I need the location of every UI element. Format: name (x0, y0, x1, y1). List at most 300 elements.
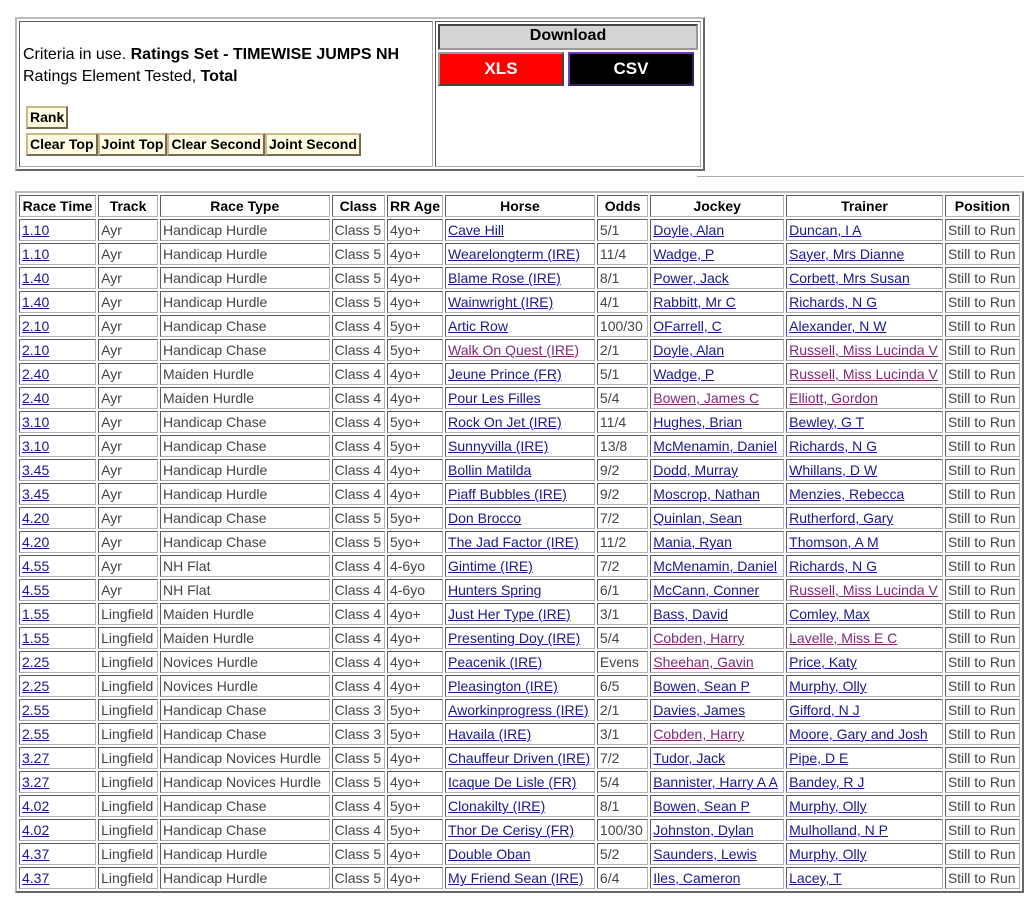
trainer-link[interactable]: Russell, Miss Lucinda V (789, 366, 938, 382)
table-row (19, 435, 1020, 457)
table-row (19, 819, 1020, 841)
cell-race-type: Maiden Hurdle (160, 387, 329, 409)
race-time-link[interactable]: 1.55 (22, 606, 50, 622)
horse-link[interactable]: Pour Les Filles (448, 390, 541, 406)
race-time-link[interactable]: 2.25 (22, 678, 50, 694)
trainer-link[interactable]: Corbett, Mrs Susan (789, 270, 910, 286)
ratings-element-prefix: Ratings Element Tested, (23, 68, 197, 85)
cell-rr-age: 5yo+ (387, 699, 443, 721)
race-time-link[interactable]: 4.02 (22, 822, 50, 838)
cell-odds: 7/2 (597, 555, 648, 577)
cell-race-time (19, 819, 96, 841)
jockey-link[interactable]: Iles, Cameron (653, 870, 741, 886)
cell-trainer (786, 507, 943, 529)
header-odds[interactable]: Odds (597, 195, 648, 217)
race-time-link[interactable]: 3.10 (22, 414, 50, 430)
horse-link[interactable]: Walk On Quest (IRE) (448, 342, 579, 358)
cell-horse (445, 627, 595, 649)
race-time-link[interactable]: 4.37 (22, 870, 50, 886)
horse-link[interactable]: Cave Hill (448, 222, 505, 238)
cell-class: Class 4 (332, 651, 385, 673)
cell-race-type: NH Flat (160, 555, 329, 577)
header-track[interactable]: Track (98, 195, 158, 217)
header-race-type[interactable]: Race Type (160, 195, 329, 217)
jockey-link[interactable]: Mania, Ryan (653, 534, 732, 550)
cell-race-type: Handicap Hurdle (160, 843, 329, 865)
cell-position: Still to Run (945, 723, 1020, 745)
jockey-link[interactable]: Bannister, Harry A A (653, 774, 778, 790)
cell-horse (445, 315, 595, 337)
cell-race-type: Novices Hurdle (160, 651, 329, 673)
cell-race-type: Handicap Chase (160, 723, 329, 745)
cell-trainer (786, 267, 943, 289)
cell-race-time (19, 867, 96, 889)
cell-race-type: Handicap Chase (160, 435, 329, 457)
jockey-link[interactable]: Dodd, Murray (653, 462, 739, 478)
race-time-link[interactable]: 2.55 (22, 702, 50, 718)
horse-link[interactable]: Wearelongterm (IRE) (448, 246, 581, 262)
cell-class: Class 4 (332, 387, 385, 409)
trainer-link[interactable]: Murphy, Olly (789, 798, 867, 814)
cell-trainer (786, 555, 943, 577)
horse-link[interactable]: Clonakilty (IRE) (448, 798, 546, 814)
cell-horse (445, 699, 595, 721)
header-horse[interactable]: Horse (445, 195, 595, 217)
cell-race-time (19, 291, 96, 313)
jockey-link[interactable]: Bowen, Sean P (653, 798, 750, 814)
rank-button[interactable]: Rank (26, 106, 68, 129)
cell-race-time (19, 675, 96, 697)
divider (697, 176, 1024, 177)
cell-trainer (786, 699, 943, 721)
race-time-link[interactable]: 3.27 (22, 774, 50, 790)
trainer-link[interactable]: Bandey, R J (789, 774, 865, 790)
cell-track: Ayr (98, 483, 158, 505)
table-row (19, 363, 1020, 385)
cell-rr-age: 4yo+ (387, 843, 443, 865)
jockey-link[interactable]: Doyle, Alan (653, 342, 725, 358)
trainer-link[interactable]: Moore, Gary and Josh (789, 726, 928, 742)
criteria-cell (19, 21, 433, 167)
cell-race-time (19, 459, 96, 481)
race-time-link[interactable]: 4.20 (22, 534, 50, 550)
jockey-link[interactable]: Cobden, Harry (653, 726, 745, 742)
race-time-link[interactable]: 4.20 (22, 510, 50, 526)
cell-race-time (19, 387, 96, 409)
cell-odds: 5/4 (597, 771, 648, 793)
cell-trainer (786, 819, 943, 841)
cell-odds: 8/1 (597, 795, 648, 817)
cell-track: Ayr (98, 291, 158, 313)
cell-horse (445, 483, 595, 505)
cell-race-time (19, 699, 96, 721)
table-row (19, 843, 1020, 865)
trainer-link[interactable]: Lavelle, Miss E C (789, 630, 898, 646)
jockey-link[interactable]: Quinlan, Sean (653, 510, 743, 526)
horse-link[interactable]: Blame Rose (IRE) (448, 270, 561, 286)
race-time-link[interactable]: 4.55 (22, 582, 50, 598)
race-time-link[interactable]: 4.02 (22, 798, 50, 814)
cell-race-time (19, 339, 96, 361)
cell-horse (445, 219, 595, 241)
race-time-link[interactable]: 3.27 (22, 750, 50, 766)
cell-rr-age: 4yo+ (387, 291, 443, 313)
cell-horse (445, 387, 595, 409)
cell-race-type: Handicap Hurdle (160, 459, 329, 481)
cell-trainer (786, 795, 943, 817)
race-time-link[interactable]: 3.45 (22, 462, 50, 478)
cell-race-type: Handicap Chase (160, 531, 329, 553)
trainer-link[interactable]: Richards, N G (789, 558, 878, 574)
horse-link[interactable]: Sunnyvilla (IRE) (448, 438, 549, 454)
cell-position: Still to Run (945, 819, 1020, 841)
horse-link[interactable]: Gintime (IRE) (448, 558, 533, 574)
cell-jockey (650, 315, 784, 337)
cell-trainer (786, 723, 943, 745)
trainer-link[interactable]: Gifford, N J (789, 702, 860, 718)
race-time-link[interactable]: 1.40 (22, 270, 50, 286)
race-time-link[interactable]: 2.10 (22, 318, 50, 334)
cell-jockey (650, 267, 784, 289)
table-row (19, 651, 1020, 673)
cell-race-type: Handicap Hurdle (160, 483, 329, 505)
cell-jockey (650, 411, 784, 433)
cell-odds: 5/2 (597, 843, 648, 865)
jockey-link[interactable]: Saunders, Lewis (653, 846, 757, 862)
jockey-link[interactable]: McMenamin, Daniel (653, 438, 777, 454)
cell-horse (445, 531, 595, 553)
cell-horse (445, 747, 595, 769)
cell-trainer (786, 483, 943, 505)
cell-odds: Evens (597, 651, 648, 673)
cell-class: Class 4 (332, 819, 385, 841)
cell-class: Class 5 (332, 867, 385, 889)
cell-position: Still to Run (945, 699, 1020, 721)
jockey-link[interactable]: Power, Jack (653, 270, 729, 286)
jockey-link[interactable]: Doyle, Alan (653, 222, 725, 238)
races-body (19, 219, 1020, 889)
joint-second-button[interactable]: Joint Second (265, 133, 361, 156)
cell-jockey (650, 579, 784, 601)
cell-rr-age: 5yo+ (387, 339, 443, 361)
cell-trainer (786, 843, 943, 865)
horse-link[interactable]: The Jad Factor (IRE) (448, 534, 579, 550)
cell-class: Class 4 (332, 483, 385, 505)
cell-class: Class 4 (332, 315, 385, 337)
horse-link[interactable]: Artic Row (448, 318, 508, 334)
race-time-link[interactable]: 1.10 (22, 222, 50, 238)
trainer-link[interactable]: Mulholland, N P (789, 822, 888, 838)
trainer-link[interactable]: Russell, Miss Lucinda V (789, 582, 938, 598)
horse-link[interactable]: Bollin Matilda (448, 462, 532, 478)
header-class[interactable]: Class (332, 195, 385, 217)
trainer-link[interactable]: Murphy, Olly (789, 678, 867, 694)
horse-link[interactable]: Icaque De Lisle (FR) (448, 774, 577, 790)
trainer-link[interactable]: Rutherford, Gary (789, 510, 894, 526)
race-time-link[interactable]: 4.55 (22, 558, 50, 574)
cell-odds: 7/2 (597, 507, 648, 529)
cell-track: Ayr (98, 267, 158, 289)
jockey-link[interactable]: Moscrop, Nathan (653, 486, 760, 502)
cell-race-time (19, 411, 96, 433)
ratings-element: Total (200, 68, 238, 85)
table-row (19, 291, 1020, 313)
horse-link[interactable]: Jeune Prince (FR) (448, 366, 562, 382)
cell-track: Lingfield (98, 651, 158, 673)
trainer-link[interactable]: Thomson, A M (789, 534, 879, 550)
cell-track: Ayr (98, 435, 158, 457)
jockey-link[interactable]: Johnston, Dylan (653, 822, 754, 838)
header-trainer[interactable]: Trainer (786, 195, 943, 217)
horse-link[interactable]: Presenting Doy (IRE) (448, 630, 581, 646)
jockey-link[interactable]: Bowen, Sean P (653, 678, 750, 694)
cell-jockey (650, 483, 784, 505)
csv-download-button[interactable]: CSV (568, 52, 694, 86)
table-row (19, 243, 1020, 265)
cell-horse (445, 435, 595, 457)
cell-odds: 5/4 (597, 627, 648, 649)
cell-rr-age: 4yo+ (387, 867, 443, 889)
cell-jockey (650, 723, 784, 745)
cell-race-type: Handicap Hurdle (160, 267, 329, 289)
cell-track: Lingfield (98, 723, 158, 745)
cell-track: Lingfield (98, 819, 158, 841)
cell-race-time (19, 243, 96, 265)
header-rr-age[interactable]: RR Age (387, 195, 443, 217)
cell-track: Lingfield (98, 699, 158, 721)
jockey-link[interactable]: Rabbitt, Mr C (653, 294, 736, 310)
jockey-link[interactable]: Wadge, P (653, 366, 715, 382)
horse-link[interactable]: Just Her Type (IRE) (448, 606, 571, 622)
cell-track: Ayr (98, 531, 158, 553)
cell-race-type: Handicap Chase (160, 699, 329, 721)
table-row (19, 795, 1020, 817)
cell-trainer (786, 867, 943, 889)
cell-rr-age: 5yo+ (387, 723, 443, 745)
header-position[interactable]: Position (945, 195, 1020, 217)
cell-class: Class 4 (332, 459, 385, 481)
cell-track: Lingfield (98, 771, 158, 793)
cell-rr-age: 4yo+ (387, 363, 443, 385)
jockey-link[interactable]: McMenamin, Daniel (653, 558, 777, 574)
trainer-link[interactable]: Duncan, I A (789, 222, 862, 238)
cell-position: Still to Run (945, 747, 1020, 769)
race-time-link[interactable]: 3.10 (22, 438, 50, 454)
trainer-link[interactable]: Richards, N G (789, 294, 878, 310)
cell-odds: 11/2 (597, 531, 648, 553)
cell-position: Still to Run (945, 627, 1020, 649)
cell-horse (445, 339, 595, 361)
jockey-link[interactable]: McCann, Conner (653, 582, 760, 598)
ratings-element-line (20, 66, 432, 88)
jockey-link[interactable]: OFarrell, C (653, 318, 722, 334)
cell-race-type: Maiden Hurdle (160, 603, 329, 625)
cell-race-type: Handicap Hurdle (160, 867, 329, 889)
cell-race-time (19, 531, 96, 553)
criteria-panel (15, 17, 705, 171)
horse-link[interactable]: Double Oban (448, 846, 531, 862)
horse-link[interactable]: Rock On Jet (IRE) (448, 414, 562, 430)
trainer-link[interactable]: Murphy, Olly (789, 846, 867, 862)
horse-link[interactable]: Piaff Bubbles (IRE) (448, 486, 567, 502)
horse-link[interactable]: Wainwright (IRE) (448, 294, 554, 310)
cell-class: Class 5 (332, 267, 385, 289)
cell-position: Still to Run (945, 555, 1020, 577)
race-time-link[interactable]: 1.10 (22, 246, 50, 262)
cell-jockey (650, 747, 784, 769)
cell-race-type: Handicap Chase (160, 819, 329, 841)
cell-rr-age: 4yo+ (387, 387, 443, 409)
cell-jockey (650, 507, 784, 529)
jockey-link[interactable]: Bass, David (653, 606, 728, 622)
cell-rr-age: 4-6yo (387, 579, 443, 601)
jockey-link[interactable]: Davies, James (653, 702, 746, 718)
horse-link[interactable]: Hunters Spring (448, 582, 542, 598)
race-time-link[interactable]: 4.37 (22, 846, 50, 862)
trainer-link[interactable]: Bewley, G T (789, 414, 865, 430)
header-jockey[interactable]: Jockey (650, 195, 784, 217)
cell-horse (445, 603, 595, 625)
cell-rr-age: 4yo+ (387, 219, 443, 241)
cell-horse (445, 795, 595, 817)
cell-race-type: Handicap Novices Hurdle (160, 771, 329, 793)
trainer-link[interactable]: Pipe, D E (789, 750, 849, 766)
trainer-link[interactable]: Russell, Miss Lucinda V (789, 342, 938, 358)
horse-link[interactable]: Peacenik (IRE) (448, 654, 543, 670)
cell-race-time (19, 267, 96, 289)
cell-race-type: Handicap Hurdle (160, 291, 329, 313)
trainer-link[interactable]: Lacey, T (789, 870, 842, 886)
trainer-link[interactable]: Elliott, Gordon (789, 390, 878, 406)
jockey-link[interactable]: Cobden, Harry (653, 630, 745, 646)
jockey-link[interactable]: Wadge, P (653, 246, 715, 262)
race-time-link[interactable]: 2.10 (22, 342, 50, 358)
cell-position: Still to Run (945, 843, 1020, 865)
race-time-link[interactable]: 1.55 (22, 630, 50, 646)
cell-odds: 9/2 (597, 483, 648, 505)
horse-link[interactable]: Havaila (IRE) (448, 726, 532, 742)
cell-odds: 9/2 (597, 459, 648, 481)
cell-trainer (786, 435, 943, 457)
horse-link[interactable]: Don Brocco (448, 510, 522, 526)
jockey-link[interactable]: Hughes, Brian (653, 414, 742, 430)
race-time-link[interactable]: 2.55 (22, 726, 50, 742)
clear-second-button[interactable]: Clear Second (167, 133, 264, 156)
header-race-time[interactable]: Race Time (19, 195, 96, 217)
cell-horse (445, 723, 595, 745)
cell-position: Still to Run (945, 267, 1020, 289)
jockey-link[interactable]: Sheehan, Gavin (653, 654, 754, 670)
cell-race-time (19, 603, 96, 625)
cell-race-time (19, 771, 96, 793)
cell-race-time (19, 555, 96, 577)
race-time-link[interactable]: 3.45 (22, 486, 50, 502)
horse-link[interactable]: Chauffeur Driven (IRE) (448, 750, 591, 766)
cell-jockey (650, 243, 784, 265)
trainer-link[interactable]: Comley, Max (789, 606, 870, 622)
clear-top-button[interactable]: Clear Top (26, 133, 98, 156)
cell-jockey (650, 675, 784, 697)
cell-position: Still to Run (945, 771, 1020, 793)
cell-jockey (650, 459, 784, 481)
cell-track: Lingfield (98, 603, 158, 625)
table-header-row (19, 195, 1020, 217)
cell-jockey (650, 771, 784, 793)
cell-rr-age: 5yo+ (387, 315, 443, 337)
cell-track: Lingfield (98, 795, 158, 817)
horse-link[interactable]: Pleasington (IRE) (448, 678, 558, 694)
cell-jockey (650, 339, 784, 361)
cell-odds: 11/4 (597, 243, 648, 265)
cell-rr-age: 5yo+ (387, 531, 443, 553)
horse-link[interactable]: Thor De Cerisy (FR) (448, 822, 575, 838)
cell-rr-age: 5yo+ (387, 411, 443, 433)
cell-odds: 11/4 (597, 411, 648, 433)
cell-jockey (650, 603, 784, 625)
cell-horse (445, 363, 595, 385)
trainer-link[interactable]: Whillans, D W (789, 462, 878, 478)
cell-position: Still to Run (945, 339, 1020, 361)
cell-odds: 3/1 (597, 603, 648, 625)
jockey-link[interactable]: Bowen, James C (653, 390, 760, 406)
cell-trainer (786, 603, 943, 625)
joint-top-button[interactable]: Joint Top (98, 133, 168, 156)
cell-track: Ayr (98, 363, 158, 385)
cell-track: Lingfield (98, 843, 158, 865)
cell-position: Still to Run (945, 675, 1020, 697)
cell-class: Class 4 (332, 435, 385, 457)
cell-rr-age: 4yo+ (387, 771, 443, 793)
trainer-link[interactable]: Alexander, N W (789, 318, 887, 334)
trainer-link[interactable]: Sayer, Mrs Dianne (789, 246, 905, 262)
cell-position: Still to Run (945, 483, 1020, 505)
xls-download-button[interactable]: XLS (438, 52, 564, 86)
cell-track: Lingfield (98, 627, 158, 649)
cell-odds: 100/30 (597, 819, 648, 841)
cell-jockey (650, 435, 784, 457)
race-time-link[interactable]: 2.40 (22, 366, 50, 382)
cell-position: Still to Run (945, 795, 1020, 817)
cell-jockey (650, 219, 784, 241)
cell-race-time (19, 435, 96, 457)
cell-track: Ayr (98, 387, 158, 409)
cell-position: Still to Run (945, 411, 1020, 433)
cell-trainer (786, 411, 943, 433)
table-row (19, 459, 1020, 481)
horse-link[interactable]: My Friend Sean (IRE) (448, 870, 584, 886)
trainer-link[interactable]: Price, Katy (789, 654, 857, 670)
cell-race-type: Maiden Hurdle (160, 363, 329, 385)
cell-position: Still to Run (945, 651, 1020, 673)
cell-race-time (19, 315, 96, 337)
trainer-link[interactable]: Menzies, Rebecca (789, 486, 905, 502)
cell-rr-age: 5yo+ (387, 435, 443, 457)
cell-race-time (19, 363, 96, 385)
cell-trainer (786, 771, 943, 793)
cell-horse (445, 675, 595, 697)
cell-position: Still to Run (945, 243, 1020, 265)
race-time-link[interactable]: 2.25 (22, 654, 50, 670)
race-time-link[interactable]: 1.40 (22, 294, 50, 310)
cell-class: Class 5 (332, 243, 385, 265)
race-time-link[interactable]: 2.40 (22, 390, 50, 406)
jockey-link[interactable]: Tudor, Jack (653, 750, 726, 766)
cell-position: Still to Run (945, 459, 1020, 481)
horse-link[interactable]: Aworkinprogress (IRE) (448, 702, 589, 718)
trainer-link[interactable]: Richards, N G (789, 438, 878, 454)
cell-horse (445, 507, 595, 529)
cell-position: Still to Run (945, 387, 1020, 409)
